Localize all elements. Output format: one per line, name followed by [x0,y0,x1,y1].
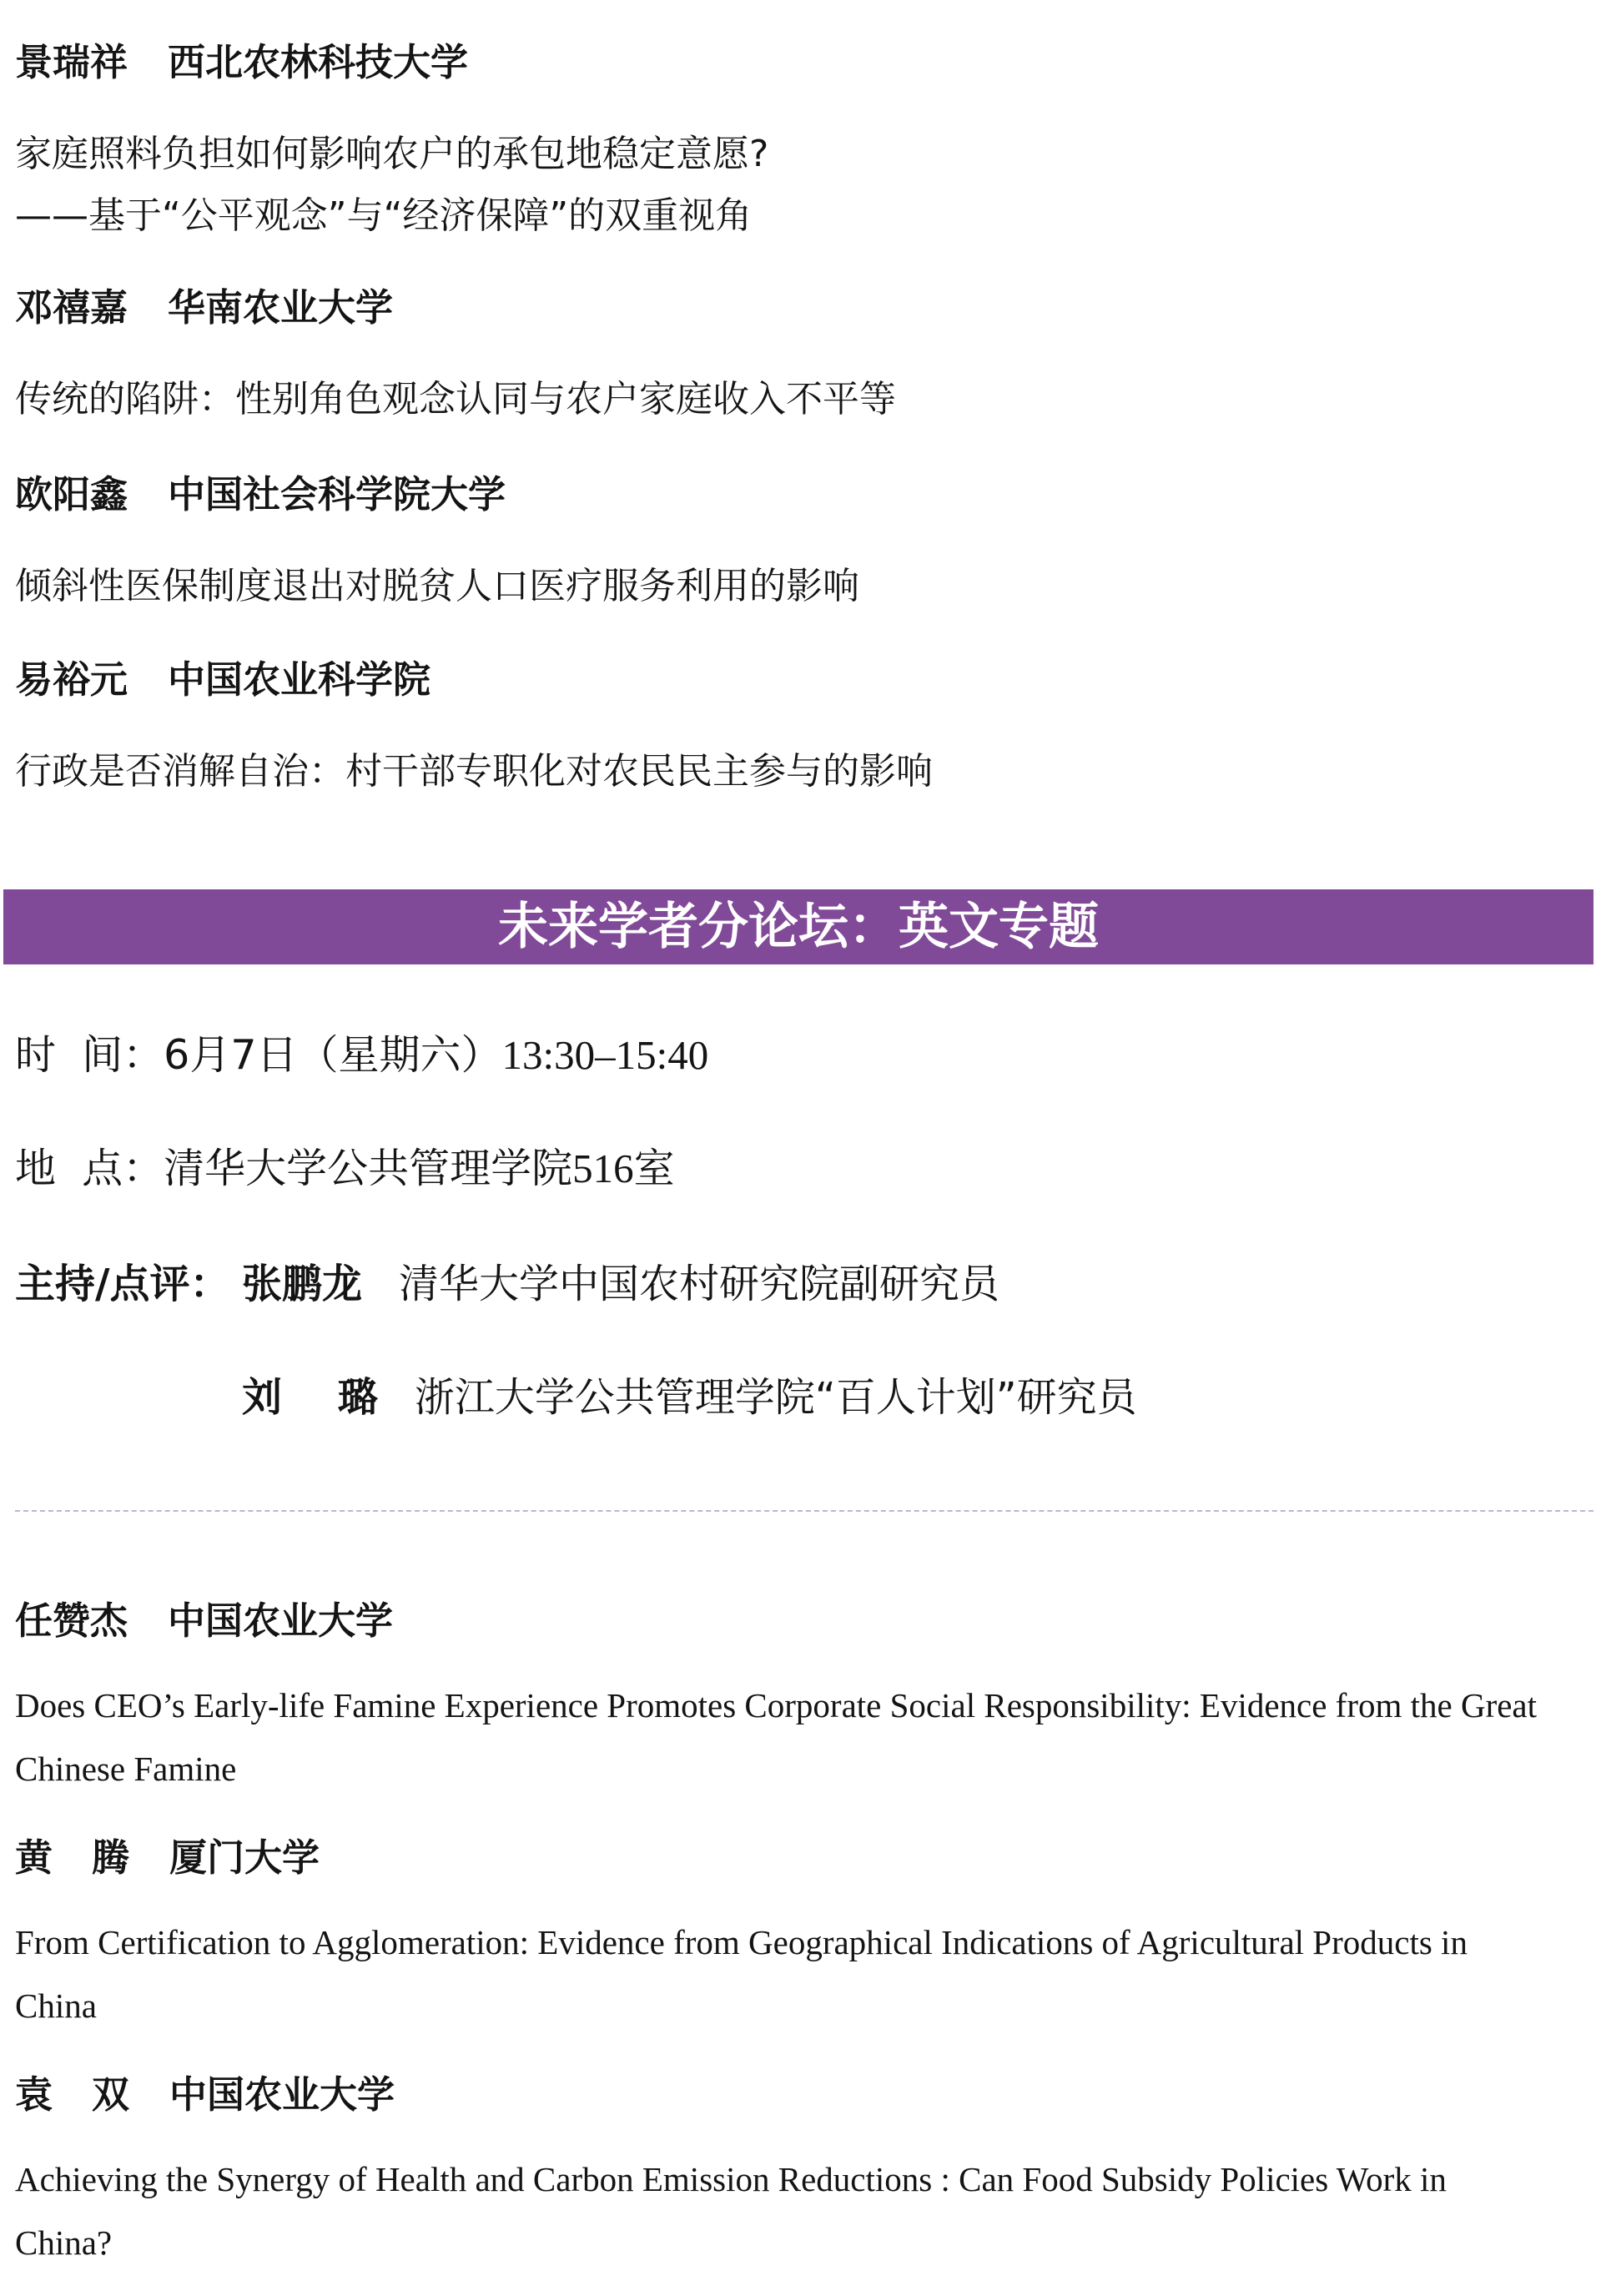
section-banner: 未来学者分论坛：英文专题 [3,889,1593,964]
time-range: 13:30–15:40 [501,1032,709,1078]
paper-title-en: Achieving the Synergy of Health and Carbon Emission Reductions : Can Food Subsidy Policies Work in China? [15,2160,1447,2262]
presenter-name-line [15,1590,393,1644]
place-room: 516室 [572,1145,675,1191]
paper-title: 传统的陷阱：性别角色观念认同与农户家庭收入不平等 [15,378,896,420]
paper-title-en: Does CEO’s Early-life Famine Experience Promotes Corporate Social Responsibility: Evidence from the Great Chinese Famine [15,1686,1538,1788]
presenter-institution: 西北农林科技大学 [168,40,469,84]
presenter-name: 邓禧嘉 [15,285,128,330]
presenter-institution: 厦门大学 [169,1835,320,1880]
paper-title: 家庭照料负担如何影响农户的承包地稳定意愿? [15,133,769,175]
presenter-institution: 中国社会科学院大学 [168,472,506,516]
session-place [15,1136,675,1195]
presenter-institution: 中国农业科学院 [168,657,431,702]
host-name: 张鹏龙 [242,1261,363,1307]
host-name: 刘 璐 [242,1374,378,1421]
host-line [242,1251,999,1309]
time-label: 时 间： [15,1031,164,1079]
paper-title: 倾斜性医保制度退出对脱贫人口医疗服务利用的影响 [15,565,859,607]
presenter-name: 易裕元 [15,657,128,702]
place-value: 清华大学公共管理学院 [164,1145,573,1192]
presenter-name: 任赞杰 [15,1599,128,1643]
host-role: 清华大学中国农村研究院副研究员 [399,1261,1000,1307]
host-role: 浙江大学公共管理学院“百人计划”研究员 [414,1374,1137,1421]
presenter-institution: 中国农业大学 [168,1599,394,1643]
presenter-name-line [15,649,430,703]
paper-subtitle: ——基于“公平观念”与“经济保障”的双重视角 [15,194,753,237]
time-date: 6月7日（星期六） [164,1031,502,1079]
presenter-name: 袁 双 [15,2072,129,2117]
paper-title: 行政是否消解自治：村干部专职化对农民民主参与的影响 [15,750,933,793]
dashed-divider [15,1510,1593,1512]
presenter-name: 黄 腾 [15,1835,129,1880]
presenter-name: 景瑞祥 [15,40,128,84]
place-label: 地 点： [15,1145,164,1192]
session-time [15,1023,708,1081]
presenter-institution: 华南农业大学 [168,285,394,330]
paper-title-en: From Certification to Agglomeration: Evidence from Geographical Indications of Agricultural Products in China [15,1923,1468,2025]
host-line [242,1365,1137,1422]
presenter-name-line [15,1827,320,1881]
presenter-name-line [15,464,506,518]
presenter-name-line [15,2064,395,2118]
presenter-institution: 中国农业大学 [169,2072,395,2117]
presenter-name: 欧阳鑫 [15,472,128,516]
presenter-name-line [15,32,468,86]
presenter-name-line [15,277,393,331]
host-label: 主持/点评： [15,1261,230,1307]
